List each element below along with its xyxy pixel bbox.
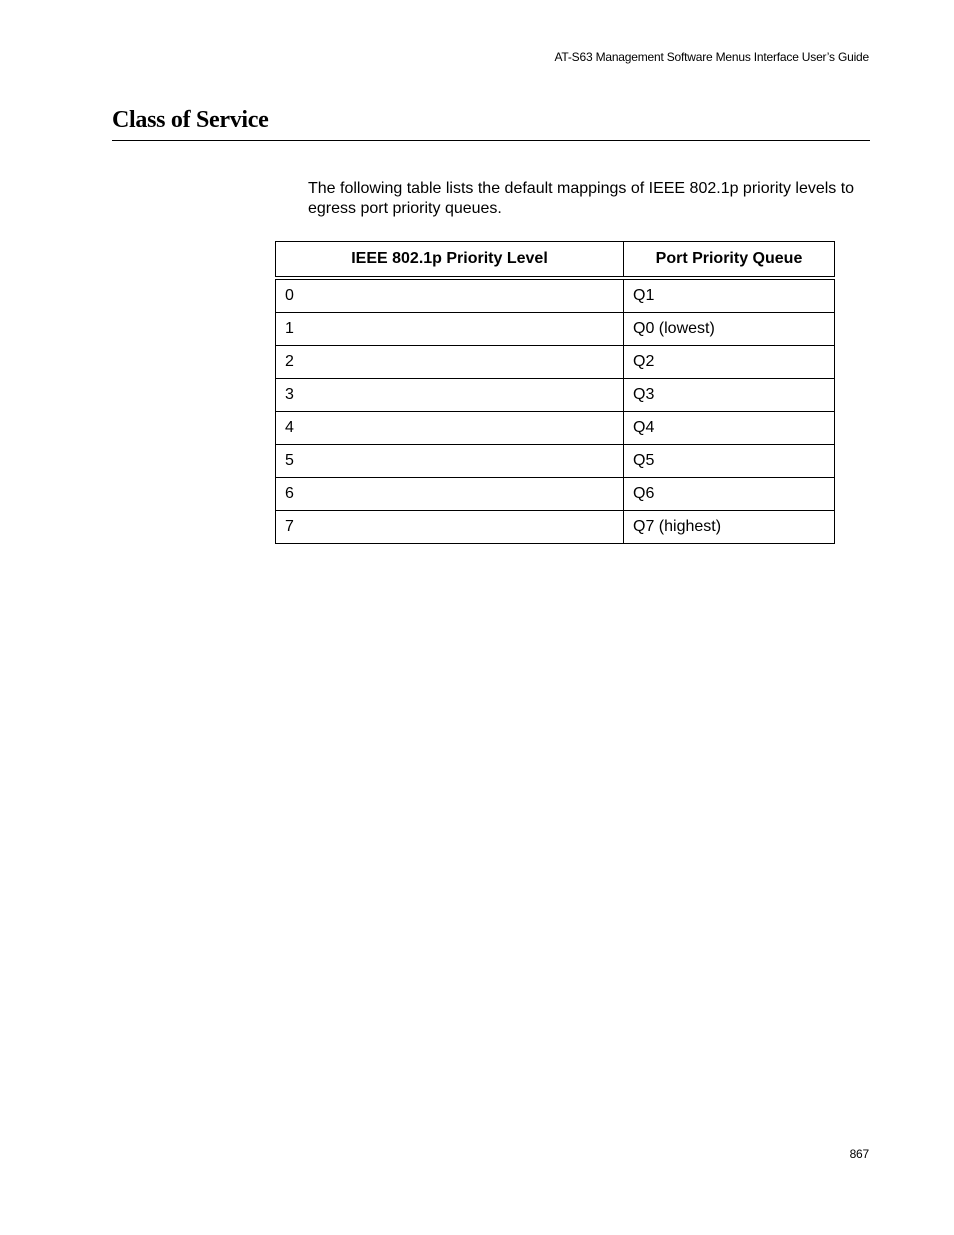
- port-queue-cell: Q0 (lowest): [624, 313, 835, 346]
- port-queue-cell: Q4: [624, 412, 835, 445]
- port-queue-cell: Q5: [624, 445, 835, 478]
- table-row: [276, 511, 835, 544]
- table-row: [276, 412, 835, 445]
- port-queue-cell: Q3: [624, 379, 835, 412]
- table-header-row: [276, 242, 835, 279]
- port-queue-cell: Q7 (highest): [624, 511, 835, 544]
- port-queue-cell: Q6: [624, 478, 835, 511]
- table-row: [276, 379, 835, 412]
- column-header-port-queue: Port Priority Queue: [624, 242, 835, 279]
- page-number: 867: [849, 1147, 869, 1161]
- priority-level-cell: 5: [276, 445, 624, 478]
- section-title: Class of Service: [112, 107, 269, 133]
- table-row: [276, 278, 835, 313]
- priority-level-cell: 0: [276, 278, 624, 313]
- priority-level-cell: 3: [276, 379, 624, 412]
- table-row: [276, 346, 835, 379]
- priority-mapping-table: [275, 241, 835, 544]
- table-row: [276, 313, 835, 346]
- table-row: [276, 478, 835, 511]
- running-header: AT-S63 Management Software Menus Interface User’s Guide: [554, 50, 869, 64]
- priority-level-cell: 2: [276, 346, 624, 379]
- port-queue-cell: Q2: [624, 346, 835, 379]
- priority-level-cell: 6: [276, 478, 624, 511]
- intro-paragraph: The following table lists the default mappings of IEEE 802.1p priority levels to egress port priority queues.: [308, 180, 855, 217]
- column-header-priority-level: IEEE 802.1p Priority Level: [276, 242, 624, 279]
- priority-level-cell: 4: [276, 412, 624, 445]
- port-queue-cell: Q1: [624, 278, 835, 313]
- table-row: [276, 445, 835, 478]
- title-divider: [112, 140, 870, 141]
- priority-level-cell: 7: [276, 511, 624, 544]
- priority-level-cell: 1: [276, 313, 624, 346]
